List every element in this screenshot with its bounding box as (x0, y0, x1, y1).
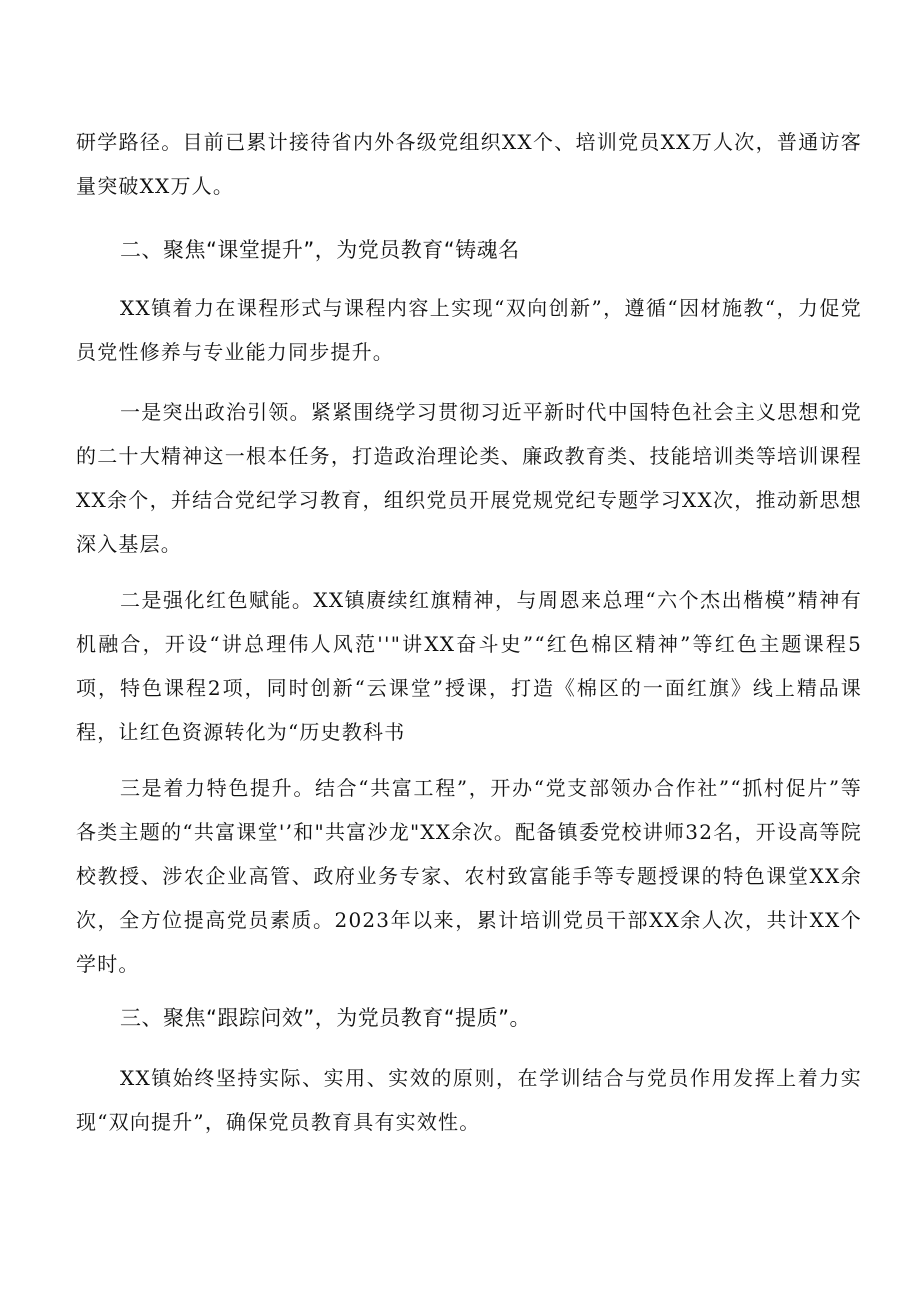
section-heading-3: 三、聚焦“跟踪问效”，为党员教育“提质”。 (120, 1006, 532, 1030)
paragraph-feature-improvement: 三是着力特色提升。结合“共富工程”，开办“党支部领办合作社”“抓村促片”等各类主题的“共富课堂'’和"共富沙龙"XX余次。配备镇委党校讲师32名，开设高等院校教授、涉农企业高管、政府业务专家、农村致富能手等专题授课的特色课堂XX余次，全方位提高党员素质。2023年以来，累计培训党员干部XX余人次，共计XX个学时。 (76, 776, 862, 976)
paragraph-continuation: 研学路径。目前已累计接待省内外各级党组织XX个、培训党员XX万人次，普通访客量突破XX万人。 (76, 130, 862, 198)
paragraph-section-2-intro: XX镇着力在课程形式与课程内容上实现“双向创新”，遵循“因材施教“，力促党员党性修养与专业能力同步提升。 (76, 296, 862, 364)
paragraph-section-3-intro: XX镇始终坚持实际、实用、实效的原则，在学训结合与党员作用发挥上着力实现“双向提升”，确保党员教育具有实效性。 (76, 1066, 862, 1134)
paragraph-political-guidance: 一是突出政治引领。紧紧围绕学习贯彻习近平新时代中国特色社会主义思想和党的二十大精神这一根本任务，打造政治理论类、廉政教育类、技能培训类等培训课程XX余个，并结合党纪学习教育，组织党员开展党规党纪专题学习XX次，推动新思想深入基层。 (76, 400, 862, 556)
section-heading-2: 二、聚焦“课堂提升”，为党员教育“铸魂名 (120, 238, 520, 262)
paragraph-red-empowerment: 二是强化红色赋能。XX镇赓续红旗精神，与周恩来总理“六个杰出楷模”精神有机融合，开设“讲总理伟人风范''"讲XX奋斗史”“红色棉区精神”等红色主题课程5项，特色课程2项，同时创新“云课堂”授课，打造《棉区的一面红旗》线上精品课程，让红色资源转化为“历史教科书 (76, 588, 862, 744)
